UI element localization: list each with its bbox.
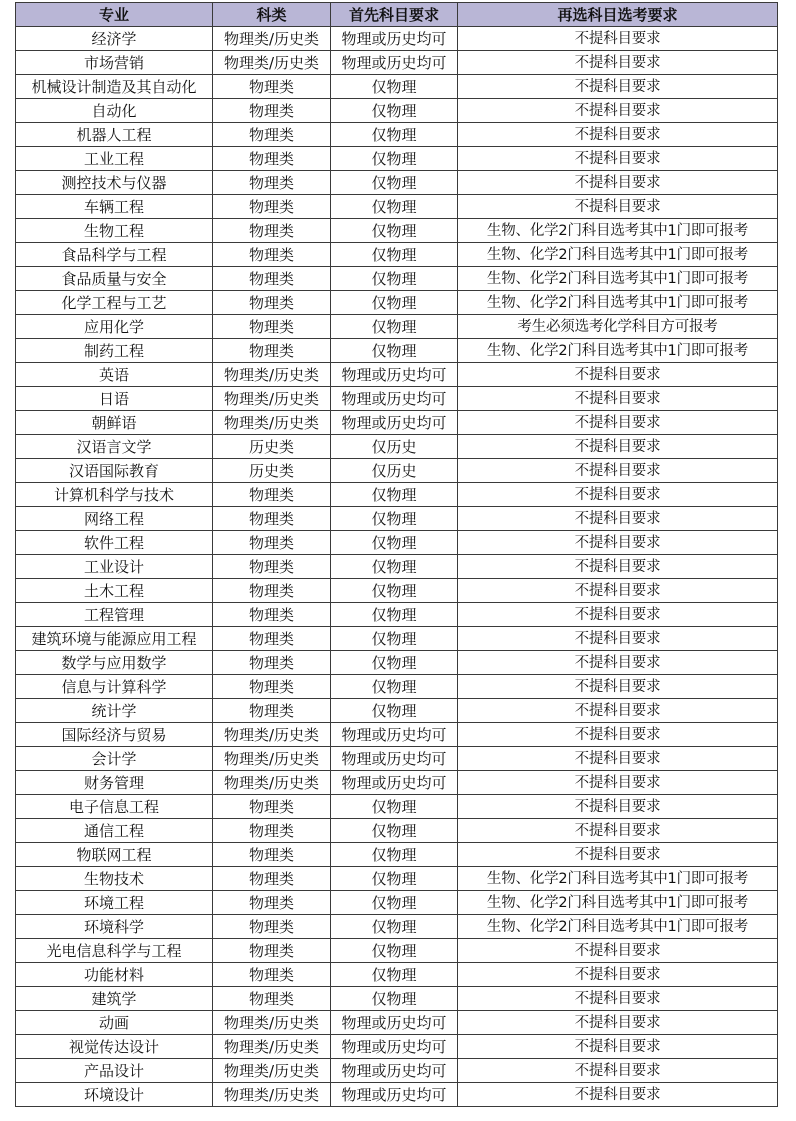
table-row <box>16 771 778 795</box>
primary-subject-cell: 仅物理 <box>331 507 458 531</box>
elective-requirement-cell: 不提科目要求 <box>458 1035 778 1059</box>
major-cell: 环境设计 <box>16 1083 213 1107</box>
primary-subject-cell: 仅物理 <box>331 123 458 147</box>
major-cell: 生物工程 <box>16 219 213 243</box>
major-cell: 车辆工程 <box>16 195 213 219</box>
major-cell: 通信工程 <box>16 819 213 843</box>
category-cell: 物理类 <box>213 243 331 267</box>
category-cell: 物理类/历史类 <box>213 51 331 75</box>
major-cell: 国际经济与贸易 <box>16 723 213 747</box>
major-cell: 自动化 <box>16 99 213 123</box>
elective-requirement-cell: 生物、化学2门科目选考其中1门即可报考 <box>458 291 778 315</box>
primary-subject-cell: 仅物理 <box>331 75 458 99</box>
primary-subject-cell: 仅物理 <box>331 147 458 171</box>
major-cell: 生物技术 <box>16 867 213 891</box>
elective-requirement-cell: 生物、化学2门科目选考其中1门即可报考 <box>458 915 778 939</box>
category-cell: 物理类 <box>213 651 331 675</box>
table-row <box>16 939 778 963</box>
table-row <box>16 579 778 603</box>
elective-requirement-cell: 不提科目要求 <box>458 387 778 411</box>
major-cell: 机器人工程 <box>16 123 213 147</box>
primary-subject-cell: 仅物理 <box>331 795 458 819</box>
major-cell: 英语 <box>16 363 213 387</box>
table-row <box>16 915 778 939</box>
table-row <box>16 123 778 147</box>
primary-subject-cell: 仅物理 <box>331 243 458 267</box>
table-row <box>16 459 778 483</box>
table-row <box>16 315 778 339</box>
category-cell: 物理类 <box>213 627 331 651</box>
category-cell: 物理类 <box>213 987 331 1011</box>
category-cell: 物理类 <box>213 939 331 963</box>
elective-requirement-cell: 不提科目要求 <box>458 939 778 963</box>
major-cell: 工业工程 <box>16 147 213 171</box>
major-cell: 财务管理 <box>16 771 213 795</box>
major-cell: 建筑环境与能源应用工程 <box>16 627 213 651</box>
major-cell: 汉语国际教育 <box>16 459 213 483</box>
major-cell: 光电信息科学与工程 <box>16 939 213 963</box>
primary-subject-cell: 仅物理 <box>331 939 458 963</box>
category-cell: 物理类 <box>213 843 331 867</box>
major-cell: 化学工程与工艺 <box>16 291 213 315</box>
major-cell: 汉语言文学 <box>16 435 213 459</box>
primary-subject-cell: 仅物理 <box>331 195 458 219</box>
elective-requirement-cell: 不提科目要求 <box>458 147 778 171</box>
table-row <box>16 75 778 99</box>
major-cell: 日语 <box>16 387 213 411</box>
table-row <box>16 27 778 51</box>
category-cell: 物理类 <box>213 267 331 291</box>
major-cell: 朝鲜语 <box>16 411 213 435</box>
table-row <box>16 411 778 435</box>
category-cell: 物理类 <box>213 891 331 915</box>
table-row <box>16 843 778 867</box>
elective-requirement-cell: 不提科目要求 <box>458 651 778 675</box>
category-cell: 物理类/历史类 <box>213 1083 331 1107</box>
table-row <box>16 195 778 219</box>
major-cell: 环境科学 <box>16 915 213 939</box>
major-cell: 食品科学与工程 <box>16 243 213 267</box>
elective-requirement-cell: 不提科目要求 <box>458 483 778 507</box>
elective-requirement-cell: 生物、化学2门科目选考其中1门即可报考 <box>458 219 778 243</box>
elective-requirement-cell: 不提科目要求 <box>458 75 778 99</box>
table-row <box>16 651 778 675</box>
primary-subject-cell: 仅历史 <box>331 459 458 483</box>
major-cell: 计算机科学与技术 <box>16 483 213 507</box>
elective-requirement-cell: 不提科目要求 <box>458 1083 778 1107</box>
table-row <box>16 99 778 123</box>
table-row <box>16 747 778 771</box>
category-cell: 物理类 <box>213 915 331 939</box>
elective-requirement-cell: 不提科目要求 <box>458 1059 778 1083</box>
primary-subject-cell: 物理或历史均可 <box>331 27 458 51</box>
major-cell: 建筑学 <box>16 987 213 1011</box>
category-cell: 物理类/历史类 <box>213 363 331 387</box>
major-cell: 土木工程 <box>16 579 213 603</box>
elective-requirement-cell: 不提科目要求 <box>458 531 778 555</box>
category-cell: 历史类 <box>213 435 331 459</box>
primary-subject-cell: 仅物理 <box>331 315 458 339</box>
header-row <box>16 3 778 27</box>
elective-requirement-cell: 不提科目要求 <box>458 1011 778 1035</box>
table-row <box>16 987 778 1011</box>
table-row <box>16 675 778 699</box>
elective-requirement-cell: 不提科目要求 <box>458 27 778 51</box>
category-cell: 物理类/历史类 <box>213 723 331 747</box>
elective-requirement-cell: 考生必须选考化学科目方可报考 <box>458 315 778 339</box>
elective-requirement-cell: 不提科目要求 <box>458 435 778 459</box>
primary-subject-cell: 物理或历史均可 <box>331 771 458 795</box>
primary-subject-cell: 物理或历史均可 <box>331 387 458 411</box>
table-row <box>16 891 778 915</box>
primary-subject-cell: 物理或历史均可 <box>331 747 458 771</box>
primary-subject-cell: 仅物理 <box>331 531 458 555</box>
primary-subject-cell: 仅物理 <box>331 603 458 627</box>
major-cell: 物联网工程 <box>16 843 213 867</box>
elective-requirement-cell: 生物、化学2门科目选考其中1门即可报考 <box>458 339 778 363</box>
major-cell: 工程管理 <box>16 603 213 627</box>
table-row <box>16 867 778 891</box>
elective-requirement-cell: 不提科目要求 <box>458 819 778 843</box>
table-body <box>16 27 778 1107</box>
table-row <box>16 171 778 195</box>
elective-requirement-cell: 生物、化学2门科目选考其中1门即可报考 <box>458 867 778 891</box>
elective-requirement-cell: 不提科目要求 <box>458 507 778 531</box>
elective-requirement-cell: 不提科目要求 <box>458 363 778 387</box>
elective-requirement-cell: 不提科目要求 <box>458 747 778 771</box>
major-cell: 动画 <box>16 1011 213 1035</box>
category-cell: 物理类 <box>213 555 331 579</box>
elective-requirement-cell: 生物、化学2门科目选考其中1门即可报考 <box>458 891 778 915</box>
category-cell: 物理类 <box>213 291 331 315</box>
major-cell: 视觉传达设计 <box>16 1035 213 1059</box>
category-cell: 物理类 <box>213 339 331 363</box>
table-row <box>16 555 778 579</box>
primary-subject-cell: 仅物理 <box>331 699 458 723</box>
primary-subject-cell: 仅物理 <box>331 867 458 891</box>
primary-subject-cell: 物理或历史均可 <box>331 1059 458 1083</box>
category-cell: 物理类/历史类 <box>213 1011 331 1035</box>
major-cell: 制药工程 <box>16 339 213 363</box>
category-cell: 物理类 <box>213 123 331 147</box>
table-row <box>16 483 778 507</box>
subject-requirements-table <box>15 2 778 1107</box>
table-row <box>16 795 778 819</box>
table-row <box>16 339 778 363</box>
category-cell: 物理类/历史类 <box>213 1059 331 1083</box>
category-cell: 物理类/历史类 <box>213 27 331 51</box>
primary-subject-cell: 仅物理 <box>331 915 458 939</box>
table-row <box>16 243 778 267</box>
primary-subject-cell: 仅物理 <box>331 483 458 507</box>
table-row <box>16 267 778 291</box>
elective-requirement-cell: 生物、化学2门科目选考其中1门即可报考 <box>458 267 778 291</box>
major-cell: 网络工程 <box>16 507 213 531</box>
primary-subject-cell: 仅物理 <box>331 267 458 291</box>
table-row <box>16 291 778 315</box>
primary-subject-cell: 物理或历史均可 <box>331 363 458 387</box>
table-row <box>16 531 778 555</box>
elective-requirement-cell: 不提科目要求 <box>458 555 778 579</box>
primary-subject-cell: 仅物理 <box>331 675 458 699</box>
elective-requirement-cell: 不提科目要求 <box>458 795 778 819</box>
category-cell: 物理类/历史类 <box>213 771 331 795</box>
category-cell: 物理类 <box>213 963 331 987</box>
primary-subject-cell: 仅物理 <box>331 651 458 675</box>
table-row <box>16 387 778 411</box>
primary-subject-cell: 仅物理 <box>331 987 458 1011</box>
primary-subject-cell: 仅物理 <box>331 963 458 987</box>
header-category: 科类 <box>213 3 331 27</box>
header-elective-requirement: 再选科目选考要求 <box>458 3 778 27</box>
table-row <box>16 1083 778 1107</box>
major-cell: 测控技术与仪器 <box>16 171 213 195</box>
elective-requirement-cell: 生物、化学2门科目选考其中1门即可报考 <box>458 243 778 267</box>
category-cell: 物理类 <box>213 507 331 531</box>
table-row <box>16 963 778 987</box>
primary-subject-cell: 仅历史 <box>331 435 458 459</box>
major-cell: 工业设计 <box>16 555 213 579</box>
primary-subject-cell: 仅物理 <box>331 819 458 843</box>
major-cell: 会计学 <box>16 747 213 771</box>
elective-requirement-cell: 不提科目要求 <box>458 627 778 651</box>
primary-subject-cell: 物理或历史均可 <box>331 411 458 435</box>
category-cell: 物理类 <box>213 699 331 723</box>
major-cell: 电子信息工程 <box>16 795 213 819</box>
major-cell: 食品质量与安全 <box>16 267 213 291</box>
header-major: 专业 <box>16 3 213 27</box>
primary-subject-cell: 仅物理 <box>331 555 458 579</box>
primary-subject-cell: 仅物理 <box>331 627 458 651</box>
elective-requirement-cell: 不提科目要求 <box>458 843 778 867</box>
major-cell: 统计学 <box>16 699 213 723</box>
category-cell: 物理类 <box>213 171 331 195</box>
table-row <box>16 147 778 171</box>
category-cell: 物理类 <box>213 315 331 339</box>
category-cell: 物理类 <box>213 531 331 555</box>
major-cell: 应用化学 <box>16 315 213 339</box>
primary-subject-cell: 仅物理 <box>331 291 458 315</box>
table-row <box>16 819 778 843</box>
primary-subject-cell: 物理或历史均可 <box>331 1011 458 1035</box>
category-cell: 物理类 <box>213 99 331 123</box>
category-cell: 物理类/历史类 <box>213 747 331 771</box>
category-cell: 物理类 <box>213 819 331 843</box>
category-cell: 物理类 <box>213 795 331 819</box>
table-row <box>16 435 778 459</box>
elective-requirement-cell: 不提科目要求 <box>458 699 778 723</box>
primary-subject-cell: 仅物理 <box>331 891 458 915</box>
table-row <box>16 699 778 723</box>
primary-subject-cell: 仅物理 <box>331 219 458 243</box>
primary-subject-cell: 物理或历史均可 <box>331 51 458 75</box>
category-cell: 物理类 <box>213 195 331 219</box>
category-cell: 历史类 <box>213 459 331 483</box>
category-cell: 物理类 <box>213 675 331 699</box>
major-cell: 经济学 <box>16 27 213 51</box>
subject-requirements-table-container <box>15 2 777 1107</box>
elective-requirement-cell: 不提科目要求 <box>458 459 778 483</box>
table-row <box>16 219 778 243</box>
category-cell: 物理类 <box>213 483 331 507</box>
major-cell: 产品设计 <box>16 1059 213 1083</box>
elective-requirement-cell: 不提科目要求 <box>458 99 778 123</box>
category-cell: 物理类 <box>213 579 331 603</box>
primary-subject-cell: 物理或历史均可 <box>331 723 458 747</box>
major-cell: 信息与计算科学 <box>16 675 213 699</box>
elective-requirement-cell: 不提科目要求 <box>458 123 778 147</box>
table-row <box>16 627 778 651</box>
elective-requirement-cell: 不提科目要求 <box>458 723 778 747</box>
major-cell: 机械设计制造及其自动化 <box>16 75 213 99</box>
major-cell: 软件工程 <box>16 531 213 555</box>
category-cell: 物理类 <box>213 75 331 99</box>
table-header <box>16 3 778 27</box>
elective-requirement-cell: 不提科目要求 <box>458 579 778 603</box>
primary-subject-cell: 仅物理 <box>331 99 458 123</box>
elective-requirement-cell: 不提科目要求 <box>458 171 778 195</box>
table-row <box>16 723 778 747</box>
primary-subject-cell: 仅物理 <box>331 843 458 867</box>
table-row <box>16 1059 778 1083</box>
major-cell: 市场营销 <box>16 51 213 75</box>
major-cell: 功能材料 <box>16 963 213 987</box>
elective-requirement-cell: 不提科目要求 <box>458 603 778 627</box>
category-cell: 物理类 <box>213 603 331 627</box>
category-cell: 物理类/历史类 <box>213 411 331 435</box>
table-row <box>16 603 778 627</box>
category-cell: 物理类/历史类 <box>213 1035 331 1059</box>
elective-requirement-cell: 不提科目要求 <box>458 411 778 435</box>
elective-requirement-cell: 不提科目要求 <box>458 51 778 75</box>
elective-requirement-cell: 不提科目要求 <box>458 195 778 219</box>
category-cell: 物理类 <box>213 219 331 243</box>
category-cell: 物理类 <box>213 867 331 891</box>
table-row <box>16 51 778 75</box>
table-row <box>16 363 778 387</box>
major-cell: 环境工程 <box>16 891 213 915</box>
category-cell: 物理类 <box>213 147 331 171</box>
elective-requirement-cell: 不提科目要求 <box>458 771 778 795</box>
elective-requirement-cell: 不提科目要求 <box>458 987 778 1011</box>
primary-subject-cell: 物理或历史均可 <box>331 1035 458 1059</box>
table-row <box>16 1011 778 1035</box>
table-row <box>16 507 778 531</box>
table-row <box>16 1035 778 1059</box>
elective-requirement-cell: 不提科目要求 <box>458 675 778 699</box>
category-cell: 物理类/历史类 <box>213 387 331 411</box>
major-cell: 数学与应用数学 <box>16 651 213 675</box>
header-primary-subject: 首先科目要求 <box>331 3 458 27</box>
primary-subject-cell: 仅物理 <box>331 171 458 195</box>
primary-subject-cell: 物理或历史均可 <box>331 1083 458 1107</box>
primary-subject-cell: 仅物理 <box>331 339 458 363</box>
elective-requirement-cell: 不提科目要求 <box>458 963 778 987</box>
primary-subject-cell: 仅物理 <box>331 579 458 603</box>
